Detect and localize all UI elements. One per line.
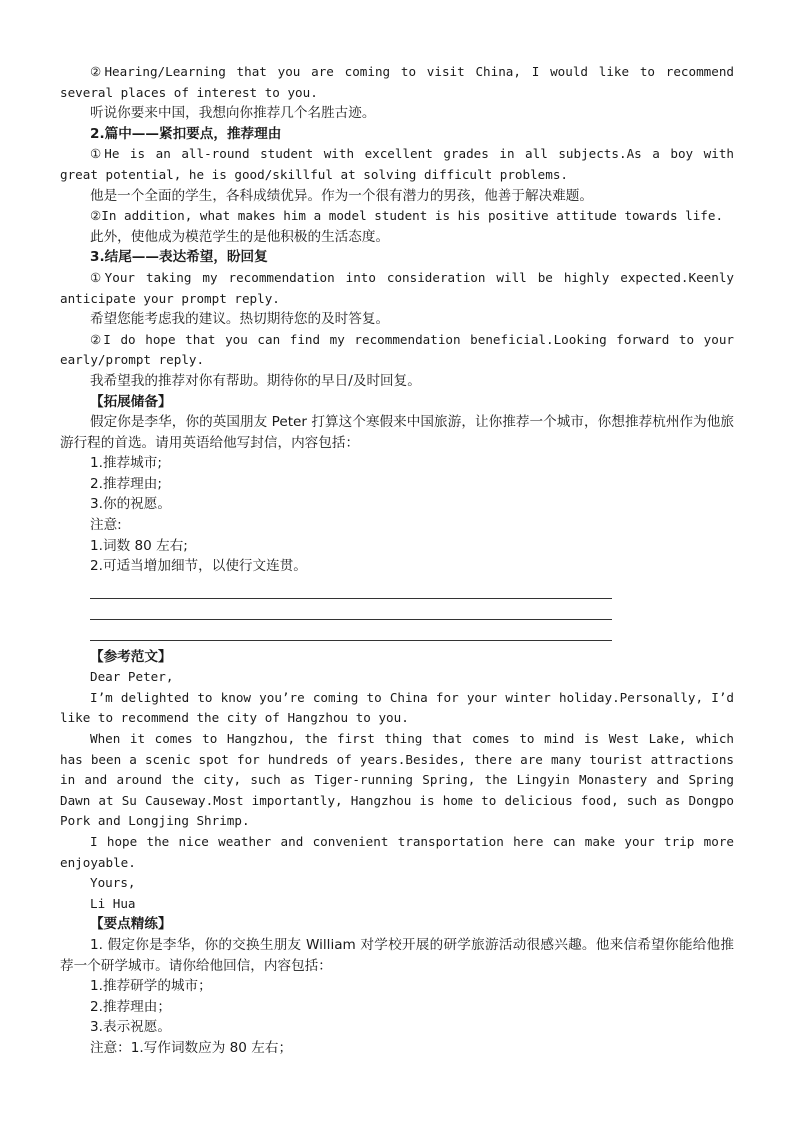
note-item: 2.可适当增加细节，以使行文连贯。 — [90, 558, 307, 575]
expansion-heading: 【拓展储备】 — [90, 393, 172, 410]
practice-prompt: 1. 假定你是李华，你的交换生朋友 William 对学校开展的研学旅游活动很感兴趣。他来信希望你能给他推荐一个研学城市。请你给他回信，内容包括： — [60, 936, 734, 974]
sentence-chinese: 我希望我的推荐对你有帮助。期待你的早日/及时回复。 — [90, 372, 421, 389]
practice-item: 2.推荐理由； — [90, 998, 171, 1015]
task-prompt: 假定你是李华，你的英国朋友 Peter 打算这个寒假来中国旅游，让你推荐一个城市，你想推荐杭州作为他旅游行程的首选。请用英语给他写封信，内容包括： — [60, 414, 734, 451]
section-heading-ending: 3.结尾——表达希望，盼回复 — [90, 249, 268, 266]
practice-heading: 【要点精练】 — [90, 916, 172, 933]
document-page — [60, 62, 734, 1059]
answer-line[interactable] — [90, 599, 612, 620]
section-heading-body: 2.篇中——紧扣要点，推荐理由 — [90, 125, 282, 142]
practice-item: 3.表示祝愿。 — [90, 1019, 171, 1036]
task-item: 3.你的祝愿。 — [90, 496, 171, 513]
note-item: 1.词数 80 左右; — [90, 537, 188, 554]
letter-paragraph: I hope the nice weather and convenient transportation here can make your trip more enjoyable. — [60, 833, 734, 870]
letter-paragraph: I’m delighted to know you’re coming to China for your winter holiday.Personally, I’d like to recommend the city of Hangzhou to you. — [60, 689, 734, 726]
answer-lines — [60, 577, 734, 647]
letter-closing: Yours, — [90, 875, 136, 891]
letter-salutation: Dear Peter, — [90, 669, 174, 685]
answer-line[interactable] — [90, 620, 612, 641]
sentence-english: ①He is an all-round student with excellent grades in all subjects.As a boy with great potential, he is good/skillful at solving difficult problems. — [60, 146, 734, 182]
letter-signature: Li Hua — [90, 895, 136, 911]
sentence-chinese: 听说你要来中国，我想向你推荐几个名胜古迹。 — [90, 105, 376, 122]
task-item: 1.推荐城市; — [90, 455, 162, 472]
sentence-chinese: 希望您能考虑我的建议。热切期待您的及时答复。 — [90, 311, 390, 328]
note-label: 注意: — [90, 517, 122, 534]
practice-item: 1.推荐研学的城市； — [90, 978, 212, 995]
sentence-chinese: 此外，使他成为模范学生的是他积极的生活态度。 — [90, 228, 390, 245]
task-item: 2.推荐理由; — [90, 475, 162, 492]
letter-paragraph: When it comes to Hangzhou, the first thing that comes to mind is West Lake, which has been a scenic spot for hundreds of years.Besides, there are many tourist attractions in and around the city, such as Tiger-running Spring, the Lingyin Monastery and Spring Dawn at Su Causeway.Most importantly, Hangzhou is home to delicious food, such as Dongpo Pork and Longjing Shrimp. — [60, 731, 734, 829]
sentence-english: ②I do hope that you can find my recommendation beneficial.Looking forward to your early/prompt reply. — [60, 331, 734, 368]
sample-heading: 【参考范文】 — [90, 648, 172, 665]
sentence-chinese: 他是一个全面的学生，各科成绩优异。作为一个很有潜力的男孩，他善于解决难题。 — [90, 187, 593, 204]
practice-note: 注意：1.写作词数应为 80 左右； — [90, 1039, 293, 1056]
sentence-english: ①Your taking my recommendation into consideration will be highly expected.Keenly anticipate your prompt reply. — [60, 269, 734, 306]
sentence-english: ②Hearing/Learning that you are coming to visit China, I would like to recommend several places of interest to you. — [60, 64, 734, 100]
answer-line[interactable] — [90, 579, 612, 600]
sentence-english: ②In addition, what makes him a model student is his positive attitude towards life. — [90, 208, 724, 224]
